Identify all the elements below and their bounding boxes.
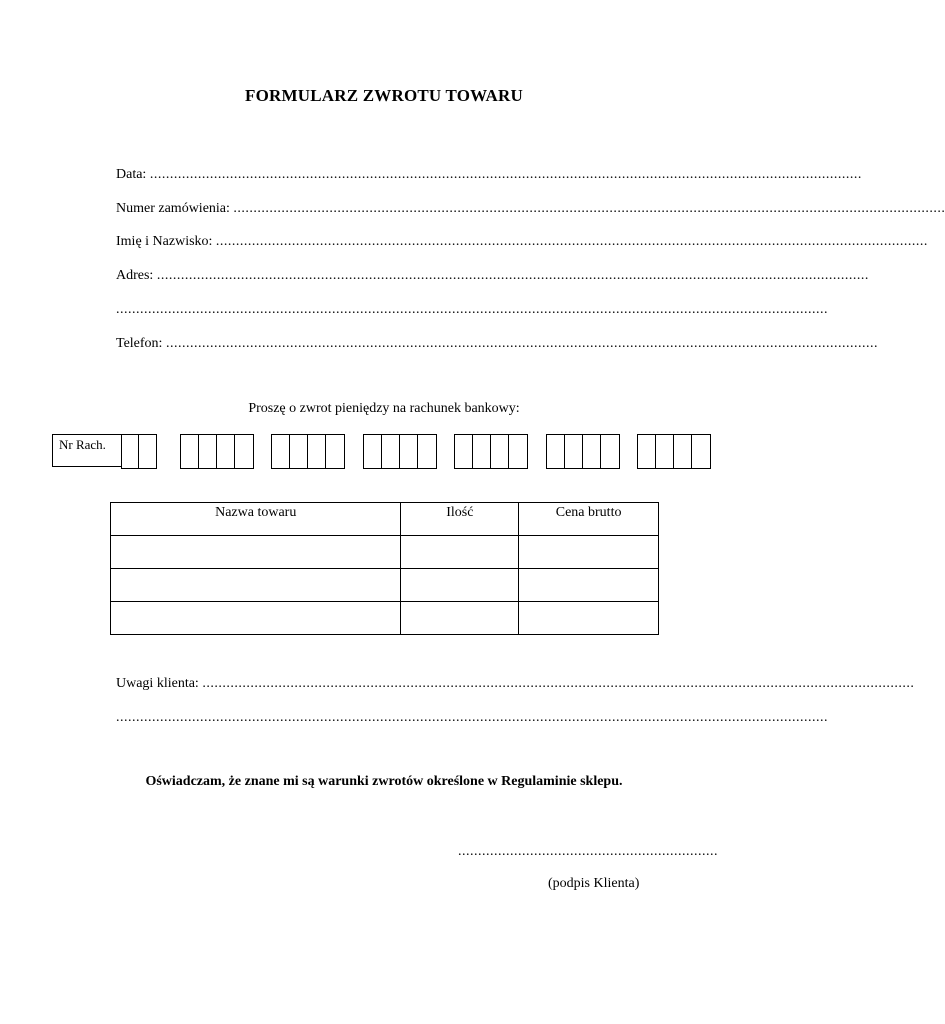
account-digit-box[interactable] xyxy=(122,435,139,468)
account-digit-group-2[interactable] xyxy=(180,434,254,469)
phone-field[interactable] xyxy=(116,335,878,353)
table-row xyxy=(111,569,659,602)
full-name-label: Imię i Nazwisko: xyxy=(116,234,213,249)
account-digit-box[interactable] xyxy=(382,435,400,468)
account-digit-box[interactable] xyxy=(601,435,619,468)
quantity-cell[interactable] xyxy=(401,569,519,602)
address-field[interactable] xyxy=(116,267,869,285)
account-digit-box[interactable] xyxy=(308,435,326,468)
account-digit-box[interactable] xyxy=(181,435,199,468)
gross-price-cell[interactable] xyxy=(519,602,659,635)
column-header-product-name: Nazwa towaru xyxy=(111,503,401,536)
customer-remarks-continuation-dotted-line: .................................................................................................................................................................................. xyxy=(116,710,828,725)
account-label: Nr Rach. xyxy=(52,434,122,467)
table-row xyxy=(111,602,659,635)
quantity-cell[interactable] xyxy=(401,536,519,569)
order-number-label: Numer zamówienia: xyxy=(116,201,230,216)
phone-label: Telefon: xyxy=(116,336,163,351)
terms-statement: Oświadczam, że znane mi są warunki zwrotów określone w Regulaminie sklepu. xyxy=(145,774,623,789)
account-digit-group-6[interactable] xyxy=(546,434,620,469)
column-header-gross-price: Cena brutto xyxy=(519,503,659,536)
date-field[interactable] xyxy=(116,166,862,184)
account-digit-box[interactable] xyxy=(139,435,156,468)
account-digit-box[interactable] xyxy=(290,435,308,468)
date-dotted-line: .................................................................................................................................................................................. xyxy=(149,167,862,182)
product-name-cell[interactable] xyxy=(111,602,401,635)
product-table xyxy=(110,502,659,635)
column-header-quantity: Ilość xyxy=(401,503,519,536)
account-digit-box[interactable] xyxy=(473,435,491,468)
address-dotted-line: .................................................................................................................................................................................. xyxy=(156,268,869,283)
account-digit-box[interactable] xyxy=(364,435,382,468)
form-title: FORMULARZ ZWROTU TOWARU xyxy=(245,86,523,105)
account-digit-box[interactable] xyxy=(656,435,674,468)
product-name-cell[interactable] xyxy=(111,569,401,602)
full-name-field[interactable] xyxy=(116,233,928,251)
phone-dotted-line: .................................................................................................................................................................................. xyxy=(165,336,878,351)
account-digit-box[interactable] xyxy=(547,435,565,468)
signature-label: (podpis Klienta) xyxy=(548,876,640,891)
customer-remarks-dotted-line: .................................................................................................................................................................................. xyxy=(202,676,915,691)
account-digit-group-1[interactable] xyxy=(121,434,157,469)
account-digit-box[interactable] xyxy=(418,435,436,468)
account-digit-box[interactable] xyxy=(326,435,344,468)
address-label: Adres: xyxy=(116,268,154,283)
account-digit-box[interactable] xyxy=(583,435,601,468)
table-row xyxy=(111,536,659,569)
address-continuation-field[interactable] xyxy=(116,301,828,319)
table-header-row xyxy=(111,503,659,536)
order-number-field[interactable] xyxy=(116,200,945,218)
account-digit-group-5[interactable] xyxy=(454,434,528,469)
account-digit-box[interactable] xyxy=(217,435,235,468)
gross-price-cell[interactable] xyxy=(519,569,659,602)
refund-request-text: Proszę o zwrot pieniędzy na rachunek bankowy: xyxy=(248,401,520,416)
account-digit-box[interactable] xyxy=(455,435,473,468)
customer-remarks-label: Uwagi klienta: xyxy=(116,676,199,691)
signature-line[interactable]: ................................................................. xyxy=(458,844,718,859)
account-digit-box[interactable] xyxy=(235,435,253,468)
account-digit-group-4[interactable] xyxy=(363,434,437,469)
account-digit-box[interactable] xyxy=(272,435,290,468)
account-digit-box[interactable] xyxy=(638,435,656,468)
account-digit-box[interactable] xyxy=(491,435,509,468)
address-continuation-dotted-line: .................................................................................................................................................................................. xyxy=(116,302,828,317)
account-digit-box[interactable] xyxy=(199,435,217,468)
customer-remarks-continuation-field[interactable] xyxy=(116,709,828,727)
account-digit-box[interactable] xyxy=(692,435,710,468)
order-number-dotted-line: .................................................................................................................................................................................. xyxy=(233,201,945,216)
date-label: Data: xyxy=(116,167,147,182)
account-digit-box[interactable] xyxy=(509,435,527,468)
account-digit-group-7[interactable] xyxy=(637,434,711,469)
account-digit-box[interactable] xyxy=(400,435,418,468)
gross-price-cell[interactable] xyxy=(519,536,659,569)
account-digit-group-3[interactable] xyxy=(271,434,345,469)
customer-remarks-field[interactable] xyxy=(116,675,915,693)
product-name-cell[interactable] xyxy=(111,536,401,569)
full-name-dotted-line: .................................................................................................................................................................................. xyxy=(215,234,928,249)
quantity-cell[interactable] xyxy=(401,602,519,635)
account-digit-box[interactable] xyxy=(565,435,583,468)
account-digit-box[interactable] xyxy=(674,435,692,468)
